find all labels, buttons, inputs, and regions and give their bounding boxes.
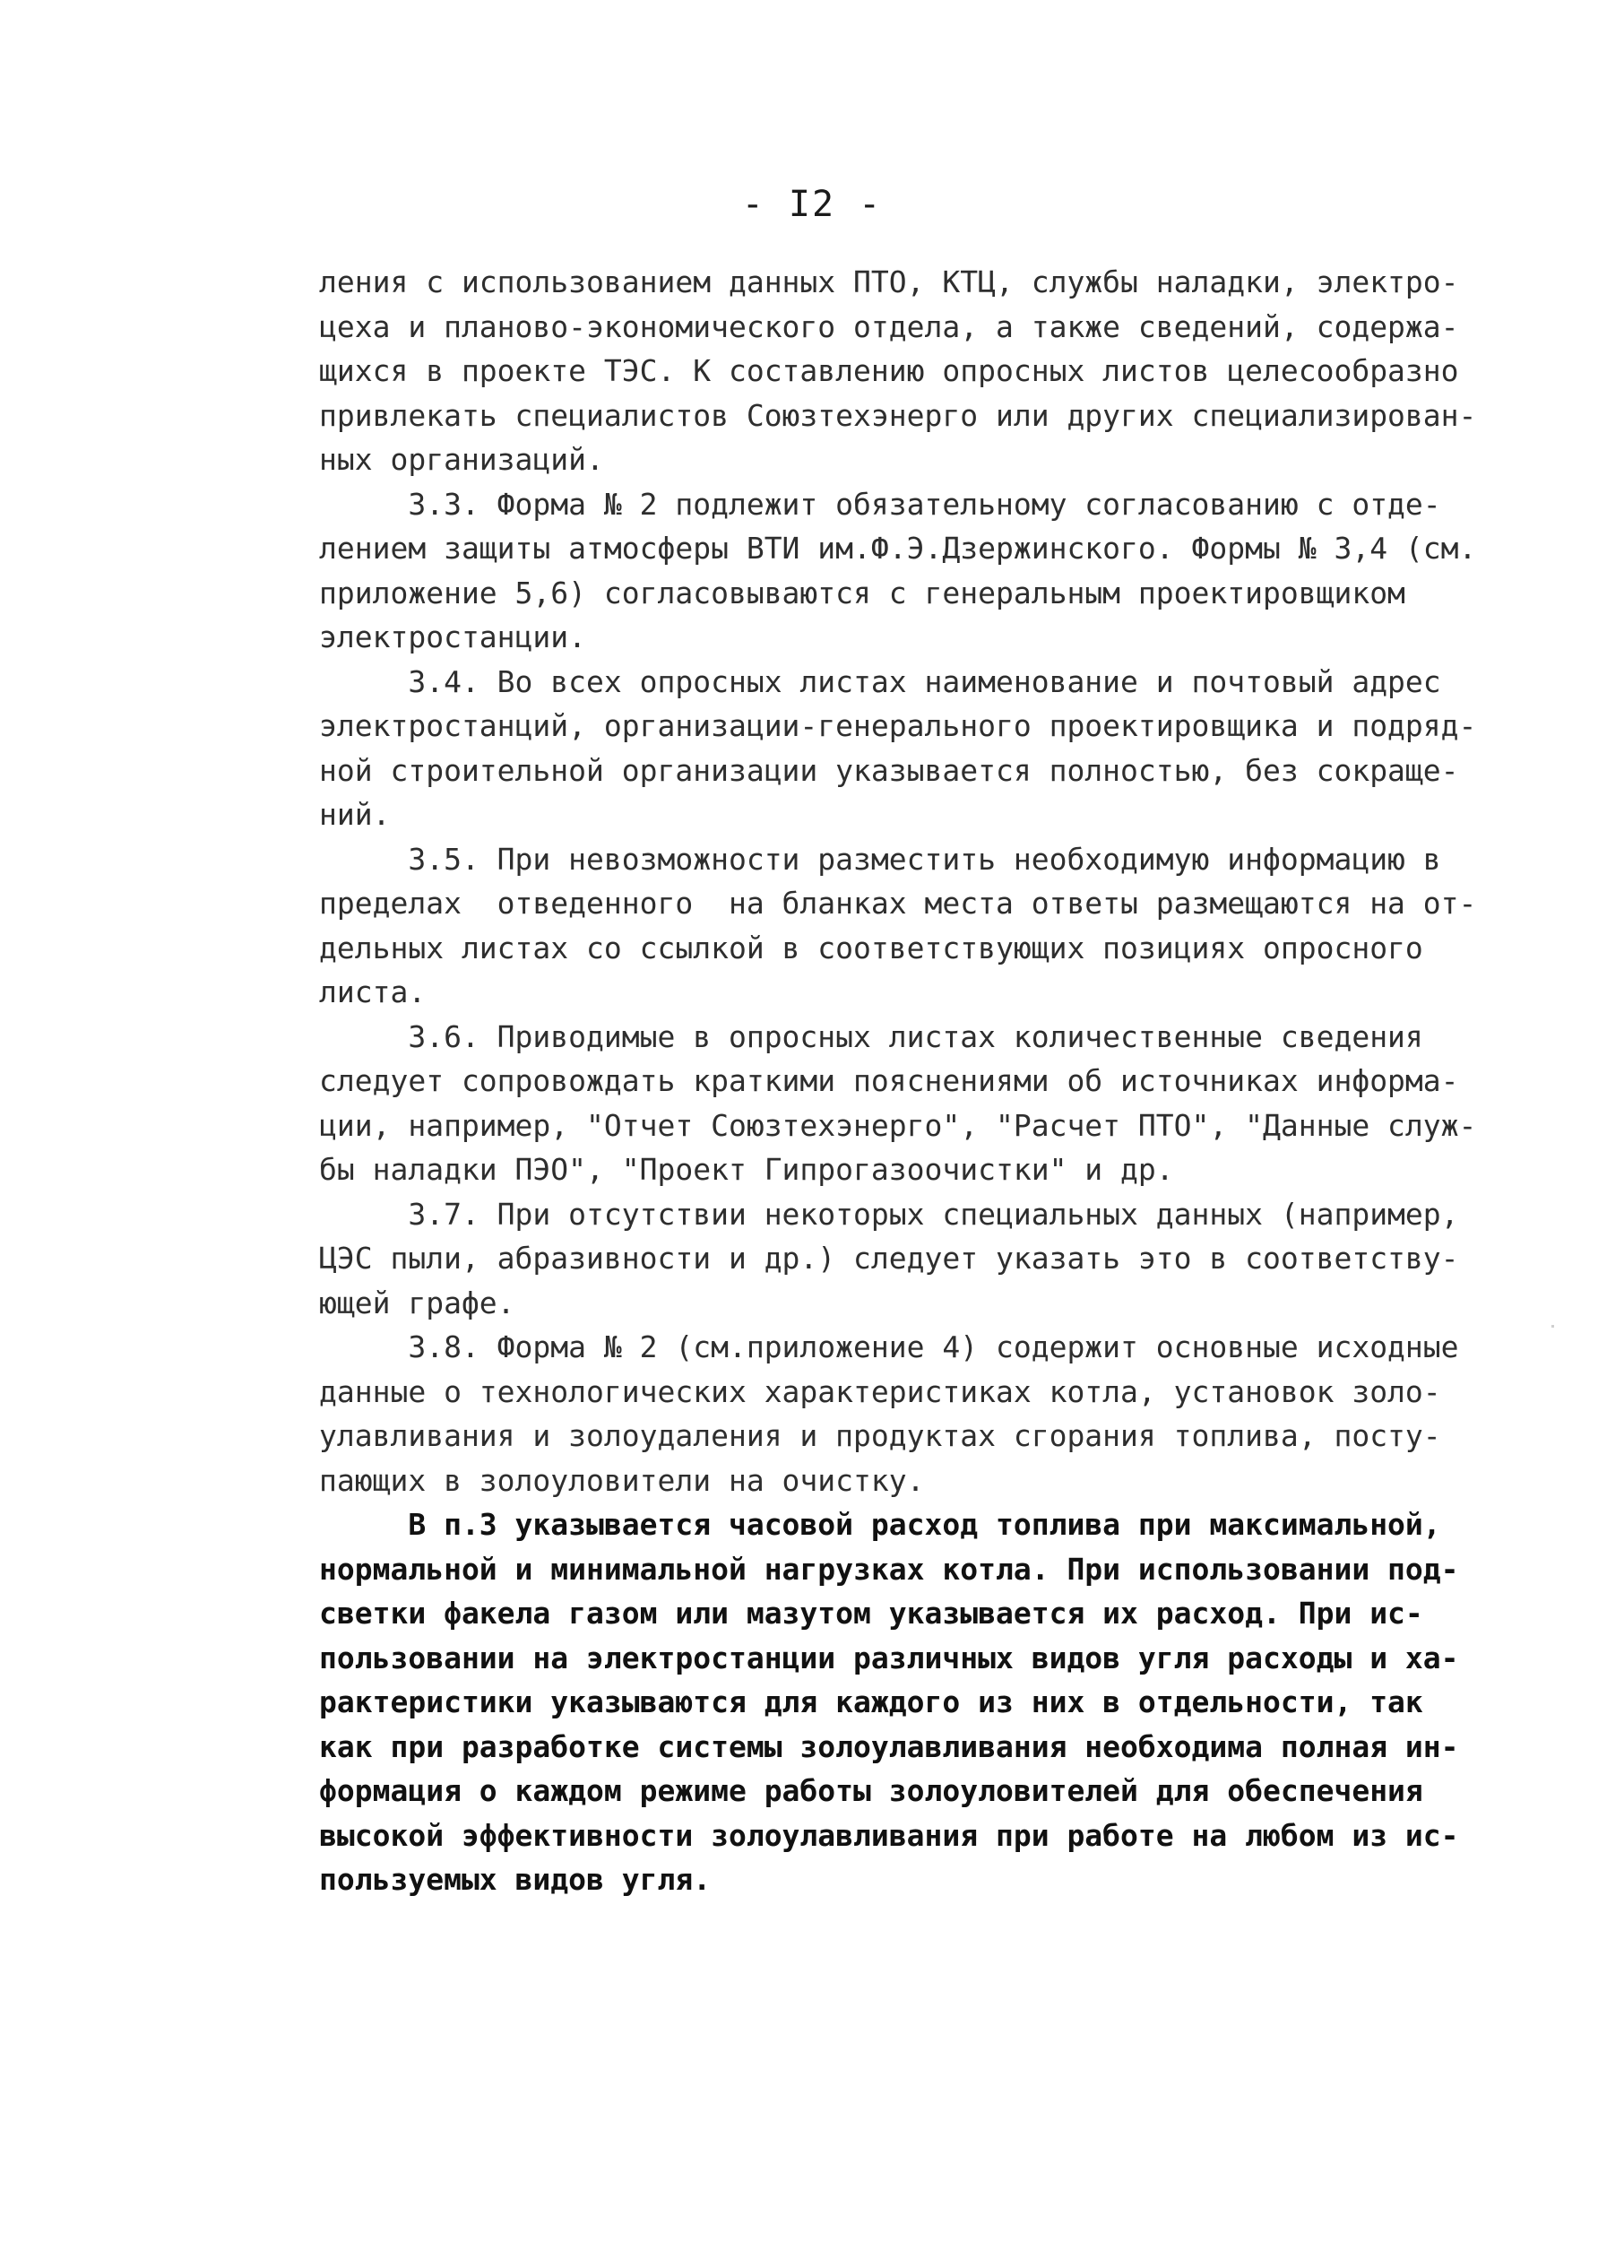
text-line: ющей графе. — [319, 1285, 515, 1320]
text-line: 3.7. При отсутствии некоторых специальных данных (например, — [319, 1196, 1459, 1232]
paragraph-p1 — [319, 260, 1511, 482]
text-line: светки факела газом или мазутом указывается их расход. При ис- — [319, 1596, 1423, 1631]
paragraph-p6 — [319, 1192, 1511, 1326]
text-line: листа. — [319, 974, 427, 1009]
text-line: 3.5. При невозможности разместить необходимую информацию в — [319, 841, 1441, 877]
text-line: цеха и планово-экономического отдела, а также сведений, содержа- — [319, 308, 1459, 344]
page-number: - I2 - — [741, 184, 883, 225]
text-line: данные о технологических характеристиках котла, установок золо- — [319, 1373, 1441, 1409]
text-line: дельных листах со ссылкой в соответствующих позициях опросного — [319, 930, 1423, 965]
paragraph-p7 — [319, 1325, 1511, 1502]
text-line: ЦЭС пыли, абразивности и др.) следует указать это в соответству- — [319, 1241, 1459, 1276]
text-line: электростанций, организации-генерального проектировщика и подряд- — [319, 708, 1477, 743]
paragraph-p8 — [319, 1502, 1511, 1902]
text-line: ления с использованием данных ПТО, КТЦ, службы наладки, электро- — [319, 264, 1459, 299]
text-line: привлекать специалистов Союзтехэнерго или других специализирован- — [319, 397, 1477, 433]
text-line: приложение 5,6) согласовываются с генеральным проектировщиком — [319, 575, 1405, 610]
text-line: формация о каждом режиме работы золоуловителей для обеспечения — [319, 1773, 1423, 1808]
text-line: как при разработке системы золоулавливания необходима полная ин- — [319, 1728, 1459, 1764]
text-line: лением защиты атмосферы ВТИ им.Ф.Э.Дзержинского. Формы № 3,4 (см. — [319, 531, 1477, 566]
text-line: 3.3. Форма № 2 подлежит обязательному согласованию с отде- — [319, 486, 1441, 522]
text-line: пользуемых видов угля. — [319, 1862, 712, 1897]
document-body — [319, 260, 1511, 1902]
text-line: щихся в проекте ТЭС. К составлению опросных листов целесообразно — [319, 353, 1459, 388]
text-line: ции, например, "Отчет Союзтехэнерго", "Расчет ПТО", "Данные служ- — [319, 1107, 1477, 1143]
text-line: 3.4. Во всех опросных листах наименование и почтовый адрес — [319, 663, 1441, 699]
paragraph-p3 — [319, 660, 1511, 837]
text-line: пределах отведенного на бланках места ответы размещаются на от- — [319, 886, 1477, 921]
text-line: 3.6. Приводимые в опросных листах количественные сведения — [319, 1018, 1423, 1054]
text-line: пользовании на электростанции различных видов угля расходы и ха- — [319, 1640, 1459, 1675]
text-line: нормальной и минимальной нагрузках котла. При использовании под- — [319, 1551, 1459, 1587]
text-line: ных организаций. — [319, 442, 604, 477]
paragraph-p4 — [319, 837, 1511, 1015]
scan-speck — [1551, 1325, 1554, 1328]
text-line: следует сопровождать краткими пояснениями об источниках информа- — [319, 1063, 1459, 1098]
text-line: пающих в золоуловители на очистку. — [319, 1462, 925, 1498]
text-line: рактеристики указываются для каждого из них в отдельности, так — [319, 1684, 1423, 1719]
text-line: высокой эффективности золоулавливания при работе на любом из ис- — [319, 1817, 1459, 1853]
paragraph-p5 — [319, 1015, 1511, 1192]
text-line: бы наладки ПЭО", "Проект Гипрогазоочистки" и др. — [319, 1152, 1174, 1187]
text-line: ной строительной организации указывается полностью, без сокраще- — [319, 752, 1459, 788]
text-line: электростанции. — [319, 619, 587, 654]
text-line: ний. — [319, 797, 391, 832]
text-line: 3.8. Форма № 2 (см.приложение 4) содержит основные исходные — [319, 1329, 1459, 1364]
paragraph-p2 — [319, 482, 1511, 660]
text-line: В п.3 указывается часовой расход топлива при максимальной, — [319, 1507, 1441, 1542]
text-line: улавливания и золоудаления и продуктах сгорания топлива, посту- — [319, 1418, 1441, 1453]
